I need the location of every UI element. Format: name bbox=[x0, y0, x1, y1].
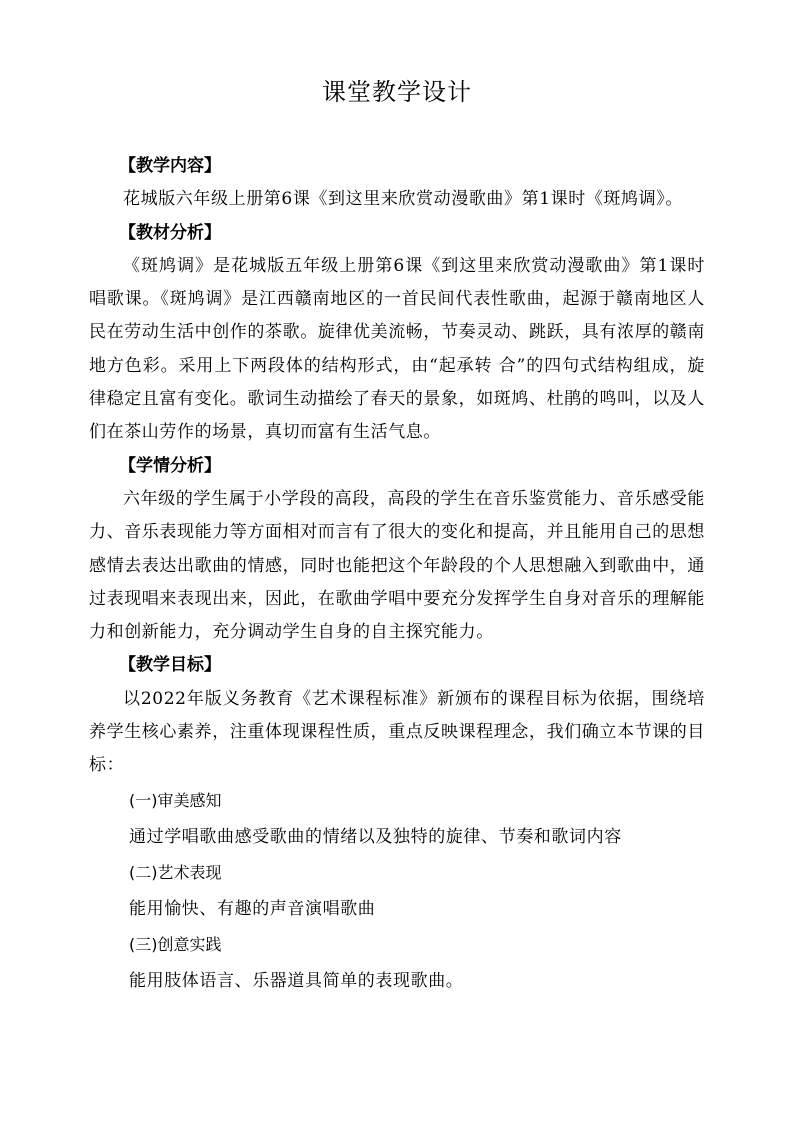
goal-label: (三)创意实践 bbox=[129, 934, 222, 954]
section-heading-students: 【学情分析】 bbox=[119, 455, 221, 476]
section-heading-analysis: 【教材分析】 bbox=[119, 222, 221, 243]
goal-text: 能用愉快、有趣的声音演唱歌曲 bbox=[129, 898, 376, 919]
document-body bbox=[89, 150, 705, 999]
section-text-analysis: 《斑鸠调》是花城版五年级上册第6课《到这里来欣赏动漫歌曲》第1课时唱歌课。《斑鸠调》是江西赣南地区的一首民间代表性歌曲，起源于赣南地区人民在劳动生活中创作的茶歌。旋律优美流畅，节奏灵动、跳跃，具有浓厚的赣南地方色彩。采用上下两段体的结构形式，由“起承转 合”的四句式结构组成，旋律稳定且富有变化。歌词生动描绘了春天的景象，如斑鸠、杜鹃的鸣叫，以及人们在茶山劳作的场景，真切而富有生活气息。 bbox=[89, 255, 705, 443]
section-text-goals: 以2022年版义务教育《艺术课程标准》新颁布的课程目标为依据，围绕培养学生核心素养，注重体现课程性质，重点反映课程理念，我们确立本节课的目标： bbox=[89, 688, 705, 776]
goal-label: (一)审美感知 bbox=[129, 790, 222, 810]
section-heading-goals: 【教学目标】 bbox=[119, 655, 221, 676]
goal-text: 能用肢体语言、乐器道具简单的表现歌曲。 bbox=[129, 970, 464, 991]
goal-text: 通过学唱歌曲感受歌曲的情绪以及独特的旋律、节奏和歌词内容 bbox=[129, 826, 622, 847]
goal-label: (二)艺术表现 bbox=[129, 862, 222, 882]
section-text-content: 花城版六年级上册第6课《到这里来欣赏动漫歌曲》第1课时《斑鸠调》。 bbox=[123, 189, 683, 210]
section-heading-content: 【教学内容】 bbox=[119, 156, 221, 176]
page-title: 课堂教学设计 bbox=[322, 78, 472, 106]
section-text-students: 六年级的学生属于小学段的高段，高段的学生在音乐鉴赏能力、音乐感受能力、音乐表现能力等方面相对而言有了很大的变化和提高，并且能用自己的思想感情去表达出歌曲的情感，同时也能把这个年龄段的个人思想融入到歌曲中，通过表现唱来表现出来，因此，在歌曲学唱中要充分发挥学生自身对音乐的理解能力和创新能力，充分调动学生自身的自主探究能力。 bbox=[89, 488, 705, 643]
